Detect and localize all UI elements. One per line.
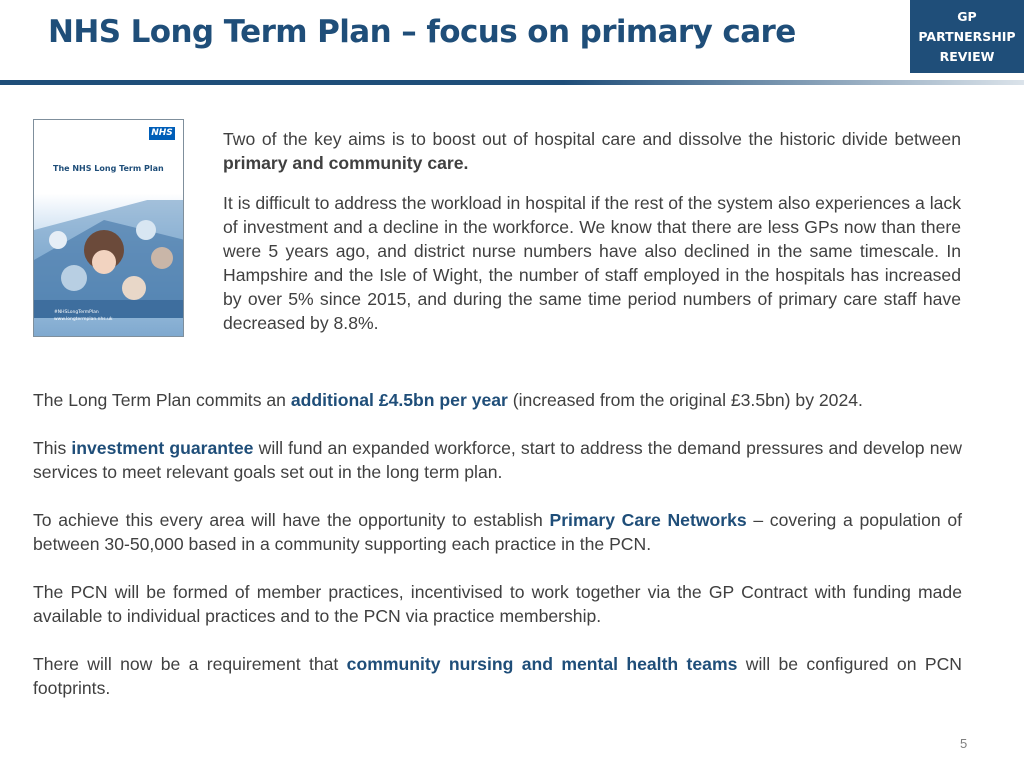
funding-paragraph: [33, 388, 962, 412]
badge-line-3: REVIEW: [939, 48, 995, 64]
cover-photo-collage: [34, 200, 184, 318]
gp-partnership-review-badge: [910, 0, 1024, 73]
funding-text-end: (increased from the original £3.5bn) by 2024.: [507, 390, 863, 410]
investment-paragraph: [33, 436, 962, 484]
investment-emphasis: investment guarantee: [71, 438, 254, 458]
cover-title: The NHS Long Term Plan: [53, 164, 164, 173]
community-text-start: There will now be a requirement that: [33, 654, 347, 674]
page-number: 5: [960, 736, 968, 751]
investment-text-start: This: [33, 438, 72, 458]
intro-p1-emphasis: primary and community care.: [223, 153, 469, 173]
cover-hashtag: #NHSLongTermPlan: [54, 310, 99, 315]
intro-paragraph-1: [223, 127, 961, 175]
pcn-emphasis: Primary Care Networks: [549, 510, 747, 530]
pcn-formation-paragraph: The PCN will be formed of member practices, incentivised to work together via the GP Contract with funding made available to individual practices and to the PCN via practice membership.: [33, 582, 962, 626]
intro-text: [223, 127, 961, 351]
pcn-text-start: To achieve this every area will have the opportunity to establish: [33, 510, 550, 530]
intro-p1-text: Two of the key aims is to boost out of hospital care and dissolve the historic divide between: [223, 129, 961, 149]
cover-footer: [54, 309, 113, 323]
investment-text-end: will fund an expanded workforce, start to address the demand pressures and develop new services to meet relevant goals set out in the long term plan.: [33, 438, 962, 482]
cover-website: www.longtermplan.nhs.uk: [54, 317, 113, 322]
slide-title: NHS Long Term Plan – focus on primary care: [48, 14, 796, 50]
community-emphasis: community nursing and mental health teams: [346, 654, 738, 674]
funding-text-start: The Long Term Plan commits an: [33, 390, 291, 410]
long-term-plan-cover-image: [33, 119, 184, 337]
pcn-text-end: – covering a population of between 30-50,000 based in a community supporting each practice in the PCN.: [33, 510, 962, 554]
community-teams-paragraph: [33, 652, 962, 700]
nhs-logo: NHS: [149, 127, 175, 140]
body-text: [33, 388, 962, 724]
header-divider: [0, 80, 1024, 85]
intro-paragraph-2: It is difficult to address the workload in hospital if the rest of the system also experiences a lack of investment and a decline in the workforce. We know that there are less GPs now than there were 5 years ago, and district nurse numbers have also declined in the same timescale. In Hampshire and the Isle of Wight, the number of staff employed in the hospitals has increased by over 5% since 2015, and during the same time period numbers of primary care staff have decreased by 8.8%.: [223, 193, 961, 333]
pcn-paragraph: [33, 508, 962, 556]
funding-emphasis: additional £4.5bn per year: [290, 390, 508, 410]
community-text-end: will be configured on PCN footprints.: [33, 654, 962, 698]
badge-line-2: PARTNERSHIP: [918, 28, 1016, 44]
badge-line-1: GP: [957, 8, 977, 24]
